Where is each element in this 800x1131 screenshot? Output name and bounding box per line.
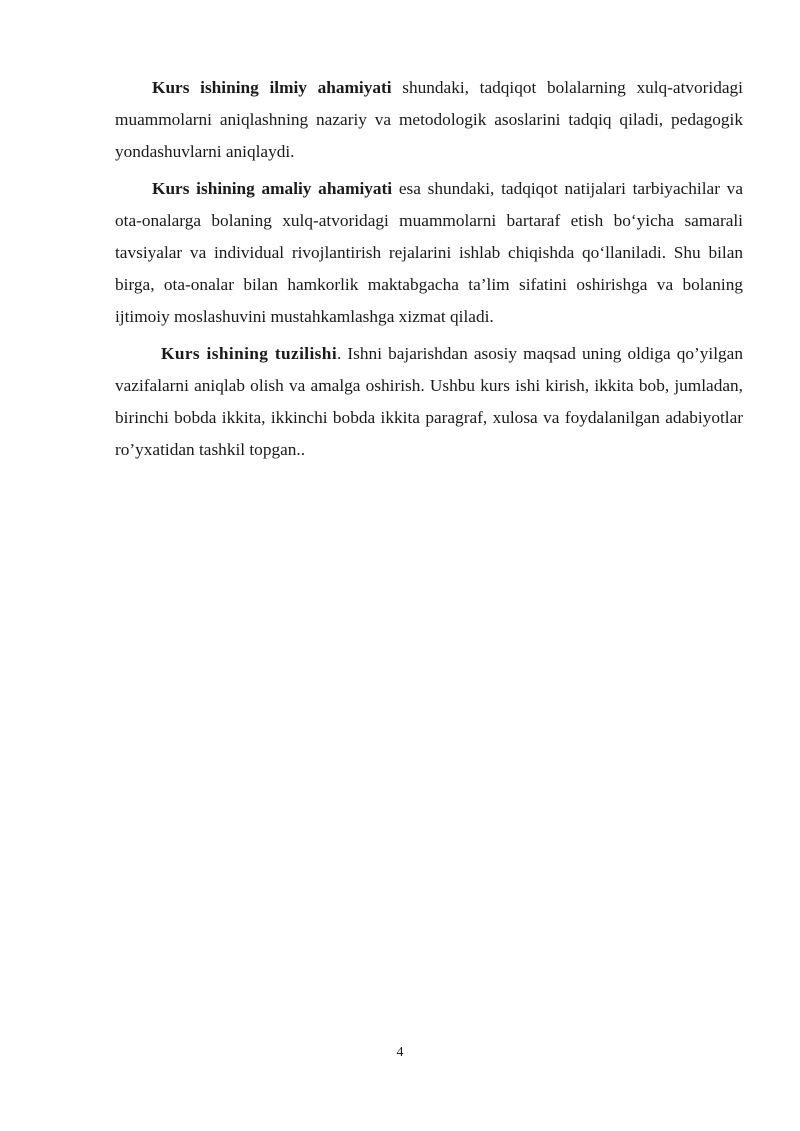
- paragraph-structure: [115, 338, 743, 466]
- paragraph-lead: Kurs ishining tuzilishi: [161, 344, 338, 363]
- paragraph-text: esa shundaki, tadqiqot natijalari tarbiyachilar va ota-onalarga bolaning xulq-atvoridagi muammolarni bartaraf etish bo‘yicha samarali tavsiyalar va individual rivojlantirish rejalarini ishlab chiqishda qo‘llaniladi. Shu bilan birga, ota-onalar bilan hamkorlik maktabgacha ta’lim sifatini oshirishga va bolaning ijtimoiy moslashuvini mustahkamlashga xizmat qiladi.: [115, 179, 743, 326]
- paragraph-text: . Ishni bajarishdan asosiy maqsad uning oldiga qo’yilgan vazifalarni aniqlab olish va amalga oshirish. Ushbu kurs ishi kirish, ikkita bob, jumladan, birinchi bobda ikkita, ikkinchi bobda ikkita paragraf, xulosa va foydalanilgan adabiyotlar ro’yxatidan tashkil topgan..: [115, 344, 743, 459]
- paragraph-text: shundaki, tadqiqot bolalarning xulq-atvoridagi muammolarni aniqlashning nazariy va metodologik asoslarini tadqiq qiladi, pedagogik yondashuvlarni aniqlaydi.: [115, 78, 743, 161]
- paragraph-scientific-significance: [115, 72, 743, 168]
- paragraph-lead: Kurs ishining ilmiy ahamiyati: [152, 78, 392, 97]
- paragraph-lead: Kurs ishining amaliy ahamiyati: [152, 179, 393, 198]
- document-body: [115, 72, 743, 471]
- paragraph-practical-significance: [115, 173, 743, 333]
- page-number: 4: [396, 1045, 404, 1060]
